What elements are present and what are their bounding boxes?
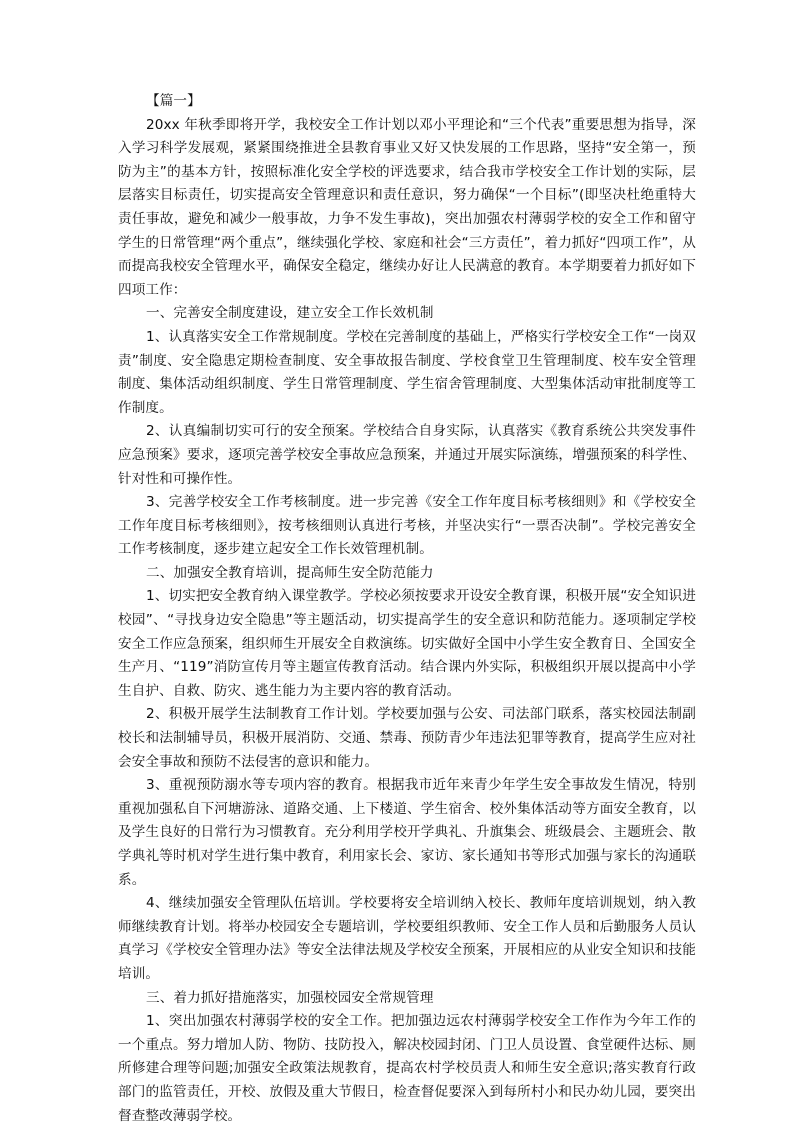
document-page	[118, 90, 696, 1128]
paragraph-1-1: 1、认真落实安全工作常规制度。学校在完善制度的基础上，严格实行学校安全工作“一岗双责”制度、安全隐患定期检查制度、安全事故报告制度、学校食堂卫生管理制度、校车安全管理制度、集体活动组织制度、学生日常管理制度、学生宿舍管理制度、大型集体活动审批制度等工作制度。	[118, 328, 696, 416]
section-heading-2: 二、加强安全教育培训，提高师生安全防范能力	[146, 564, 434, 581]
intro-paragraph: 20xx 年秋季即将开学，我校安全工作计划以邓小平理论和“三个代表”重要思想为指导，深入学习科学发展观，紧紧围绕推进全县教育事业又好又快发展的工作思路，坚持“安全第一，预防为主”的基本方针，按照标准化安全学校的评选要求，结合我市学校安全工作计划的实际，层层落实目标责任，切实提高安全管理意识和责任意识，努力确保“一个目标”(即坚决杜绝重特大责任事故，避免和减少一般事故，力争不发生事故)，突出加强农村薄弱学校的安全工作和留守学生的日常管理“两个重点”，继续强化学校、家庭和社会“三方责任”，着力抓好“四项工作”，从而提高我校安全管理水平，确保安全稳定，继续办好让人民满意的教育。本学期要着力抓好如下四项工作：	[118, 116, 696, 298]
paragraph-1-2: 2、认真编制切实可行的安全预案。学校结合自身实际，认真落实《教育系统公共突发事件应急预案》要求，逐项完善学校安全事故应急预案，并通过开展实际演练，增强预案的科学性、针对性和可操作性。	[118, 423, 696, 487]
document-heading: 【篇一】	[146, 93, 201, 109]
paragraph-2-4: 4、继续加强安全管理队伍培训。学校要将安全培训纳入校长、教师年度培训规划，纳入教师继续教育计划。将举办校园安全专题培训，学校要组织教师、安全工作人员和后勤服务人员认真学习《学校安全管理办法》等安全法律法规及学校安全预案，开展相应的从业安全知识和技能培训。	[118, 895, 696, 982]
section-heading-3: 三、着力抓好措施落实，加强校园安全常规管理	[146, 989, 434, 1006]
paragraph-3-1: 1、突出加强农村薄弱学校的安全工作。把加强边远农村薄弱学校安全工作作为今年工作的一个重点。努力增加人防、物防、技防投入，解决校园封闭、门卫人员设置、食堂硬件达标、厕所修建合理等问题;加强安全政策法规教育，提高农村学校员责人和师生安全意识;落实教育行政部门的监管责任，开校、放假及重大节假日，检查督促要深入到每所村小和民办幼儿园，要突出督查整改薄弱学校。	[118, 1013, 696, 1124]
paragraph-2-2: 2、积极开展学生法制教育工作计划。学校要加强与公安、司法部门联系，落实校园法制副校长和法制辅导员，积极开展消防、交通、禁毒、预防青少年违法犯罪等教育，提高学生应对社会安全事故和预防不法侵害的意识和能力。	[118, 706, 696, 770]
paragraph-2-3: 3、重视预防溺水等专项内容的教育。根据我市近年来青少年学生安全事故发生情况，特别重视加强私自下河塘游泳、道路交通、上下楼道、学生宿舍、校外集体活动等方面安全教育，以及学生良好的日常行为习惯教育。充分利用学校开学典礼、升旗集会、班级晨会、主题班会、散学典礼等时机对学生进行集中教育，利用家长会、家访、家长通知书等形式加强与家长的沟通联系。	[118, 777, 696, 888]
paragraph-2-1: 1、切实把安全教育纳入课堂教学。学校必须按要求开设安全教育课，积极开展“安全知识进校园”、“寻找身边安全隐患”等主题活动，切实提高学生的安全意识和防范能力。逐项制定学校安全工作应急预案，组织师生开展安全自救演练。切实做好全国中小学生安全教育日、全国安全生产月、“119”消防宣传月等主题宣传教育活动。结合课内外实际，积极组织开展以提高中小学生自护、自救、防灾、逃生能力为主要内容的教育活动。	[118, 588, 696, 699]
section-heading-1: 一、完善安全制度建设，建立安全工作长效机制	[146, 305, 434, 322]
paragraph-1-3: 3、完善学校安全工作考核制度。进一步完善《安全工作年度目标考核细则》和《学校安全工作年度目标考核细则》，按考核细则认真进行考核，并坚决实行“一票否决制”。学校完善安全工作考核制度，逐步建立起安全工作长效管理机制。	[118, 494, 696, 558]
